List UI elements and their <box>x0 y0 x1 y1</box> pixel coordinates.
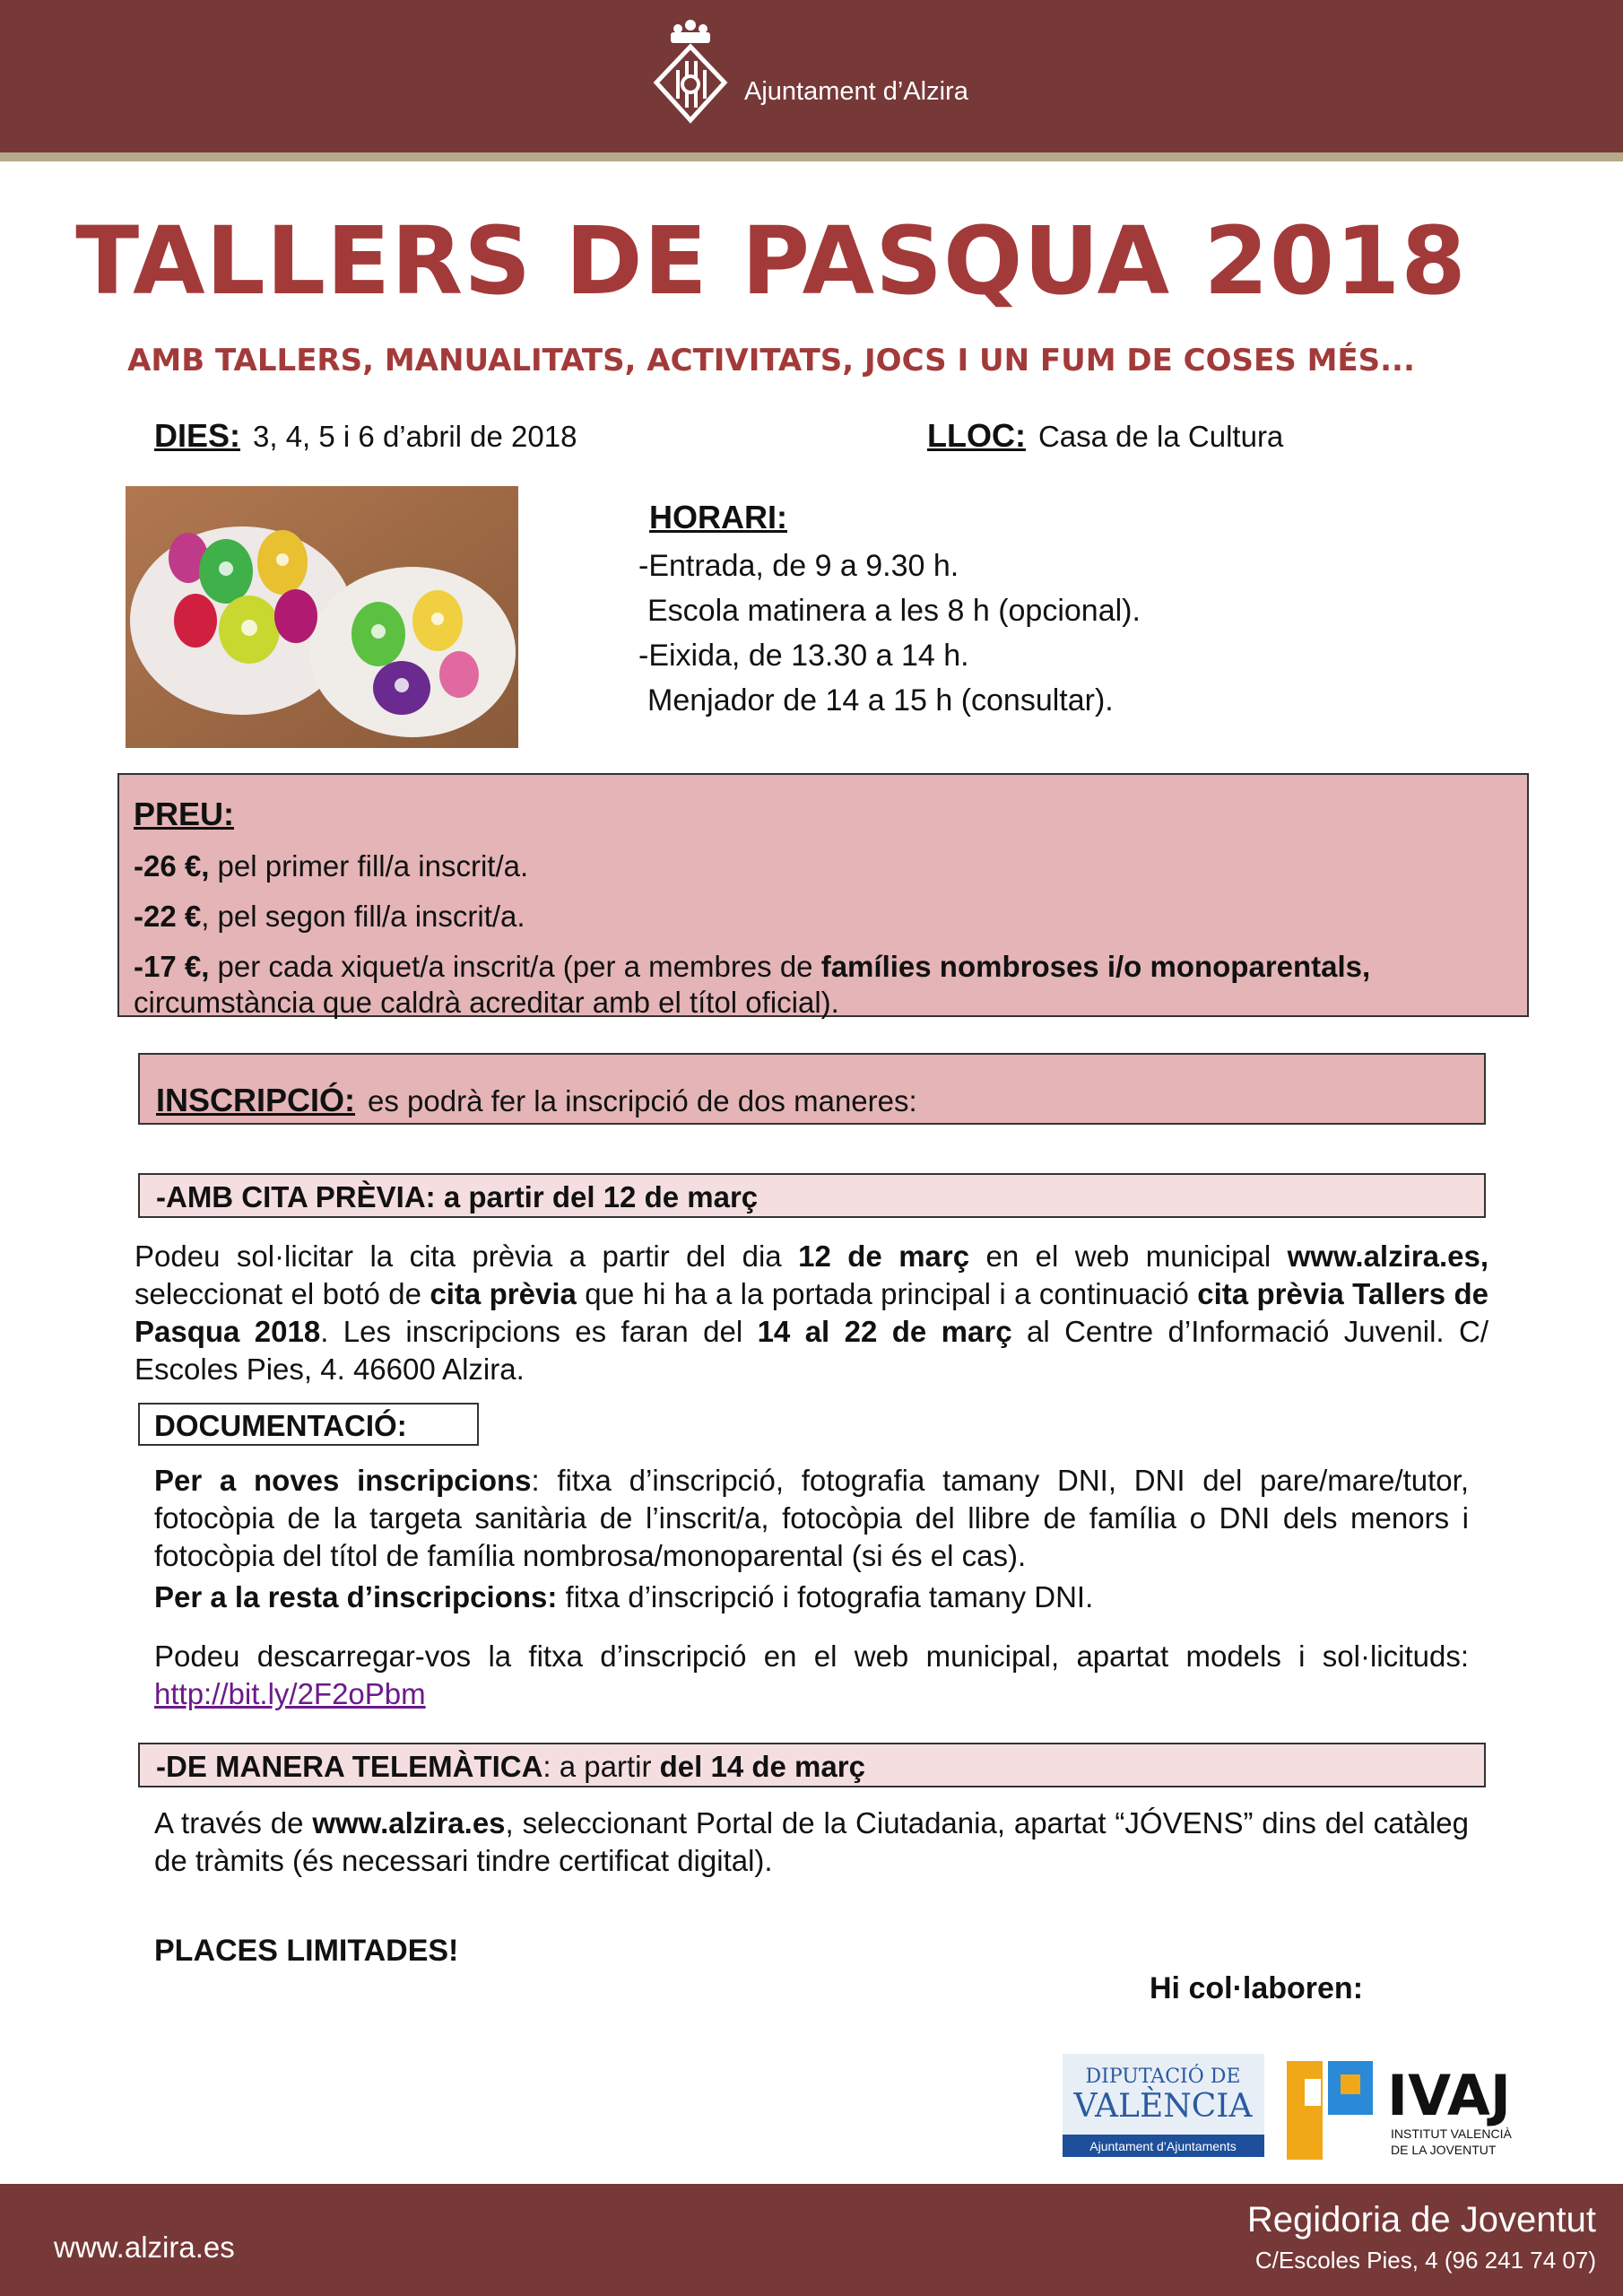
price-row: -26 €, pel primer fill/a inscrit/a. <box>134 849 529 883</box>
schedule-line: Menjador de 14 a 15 h (consultar). <box>647 683 1114 718</box>
coat-of-arms-icon <box>647 18 733 135</box>
price-box <box>117 773 1529 1017</box>
registration-box <box>138 1053 1486 1125</box>
online-paragraph: A través de www.alzira.es, seleccionant Portal de la Ciutadania, apartat “JÓVENS” dins del catàleg de tràmits (és necessari tindre certificat digital). <box>154 1806 1469 1877</box>
ivaj-logo <box>1287 2052 1520 2160</box>
ajuntament-logo <box>647 18 968 135</box>
ivaj-name: IVAJ <box>1387 2063 1511 2128</box>
footer-website[interactable]: www.alzira.es <box>54 2231 235 2264</box>
header-divider <box>0 152 1623 161</box>
registration-text: es podrà fer la inscripció de dos maneres: <box>368 1084 917 1118</box>
dates-info <box>154 417 577 455</box>
page-title: TALLERS DE PASQUA 2018 <box>75 206 1467 316</box>
easter-eggs-photo <box>126 486 518 748</box>
place-label: LLOC: <box>927 417 1026 454</box>
dates-value: 3, 4, 5 i 6 d’abril de 2018 <box>253 420 577 453</box>
schedule <box>638 495 1141 723</box>
ivaj-line2: DE LA JOVENTUT <box>1391 2143 1497 2157</box>
place-value: Casa de la Cultura <box>1037 420 1284 453</box>
schedule-line: Escola matinera a les 8 h (opcional). <box>647 594 1141 628</box>
diputacio-logo <box>1063 2054 1264 2157</box>
collaborators-label: Hi col·laboren: <box>1150 1971 1364 2005</box>
dates-label: DIES: <box>154 417 241 454</box>
schedule-line: -Eixida, de 13.30 a 14 h. <box>638 639 969 673</box>
appointment-heading: -AMB CITA PRÈVIA: a partir del 12 de març <box>138 1173 1486 1218</box>
limited-places: PLACES LIMITADES! <box>154 1934 459 1968</box>
footer-address: C/Escoles Pies, 4 (96 241 74 07) <box>1254 2247 1596 2274</box>
header-bar <box>0 0 1623 152</box>
page-subtitle: AMB TALLERS, MANUALITATS, ACTIVITATS, JOCS I UN FUM DE COSES MÉS... <box>127 343 1415 378</box>
download-link[interactable]: http://bit.ly/2F2oPbm <box>154 1677 426 1710</box>
easter-eggs-image <box>126 486 518 748</box>
org-name: Ajuntament d’Alzira <box>744 76 968 106</box>
price-row: -22 €, pel segon fill/a inscrit/a. <box>134 900 525 933</box>
online-heading: -DE MANERA TELEMÀTICA: a partir del 14 de març <box>138 1743 1486 1787</box>
documentation-heading: DOCUMENTACIÓ: <box>138 1403 479 1446</box>
registration-label: INSCRIPCIÓ: <box>156 1082 356 1118</box>
dip-line2: VALÈNCIA <box>1073 2088 1253 2125</box>
footer-bar <box>0 2184 1623 2296</box>
documentation-rest: Per a la resta d’inscripcions: fitxa d’inscripció i fotografia tamany DNI. <box>154 1580 1094 1613</box>
dip-line3: Ajuntament d’Ajuntaments <box>1089 2139 1237 2153</box>
footer-department: Regidoria de Joventut <box>1246 2200 1596 2239</box>
price-row: -17 €, per cada xiquet/a inscrit/a (per a membres de famílies nombroses i/o monoparentals, circumstància que caldrà acreditar amb el títol oficial). <box>134 950 1371 1019</box>
dip-line1: DIPUTACIÓ DE <box>1085 2066 1241 2088</box>
place-info <box>927 417 1283 455</box>
price-label: PREU: <box>134 796 235 832</box>
documentation-new: Per a noves inscripcions: fitxa d’inscripció, fotografia tamany DNI, DNI del pare/mare/tutor, fotocòpia de la targeta sanitària de l’inscrit/a, fotocòpia del llibre de família o DNI dels menors i fotocòpia del títol de família nombrosa/monoparental (si és el cas). <box>154 1464 1469 1572</box>
ivaj-line1: INSTITUT VALENCIÀ <box>1391 2126 1512 2141</box>
schedule-line: -Entrada, de 9 a 9.30 h. <box>638 549 959 583</box>
download-paragraph: Podeu descarregar-vos la fitxa d’inscripció en el web municipal, apartat models i sol·licituds: http://bit.ly/2F2oPbm <box>154 1639 1469 1710</box>
schedule-label: HORARI: <box>649 499 787 535</box>
appointment-paragraph: Podeu sol·licitar la cita prèvia a partir del dia 12 de març en el web municipal www.alzira.es, seleccionat el botó de cita prèvia que hi ha a la portada principal i a continuació cita prèvia Tallers de Pasqua 2018. Les inscripcions es faran del 14 al 22 de març al Centre d’Informació Juvenil. C/ Escoles Pies, 4. 46600 Alzira. <box>135 1239 1489 1386</box>
